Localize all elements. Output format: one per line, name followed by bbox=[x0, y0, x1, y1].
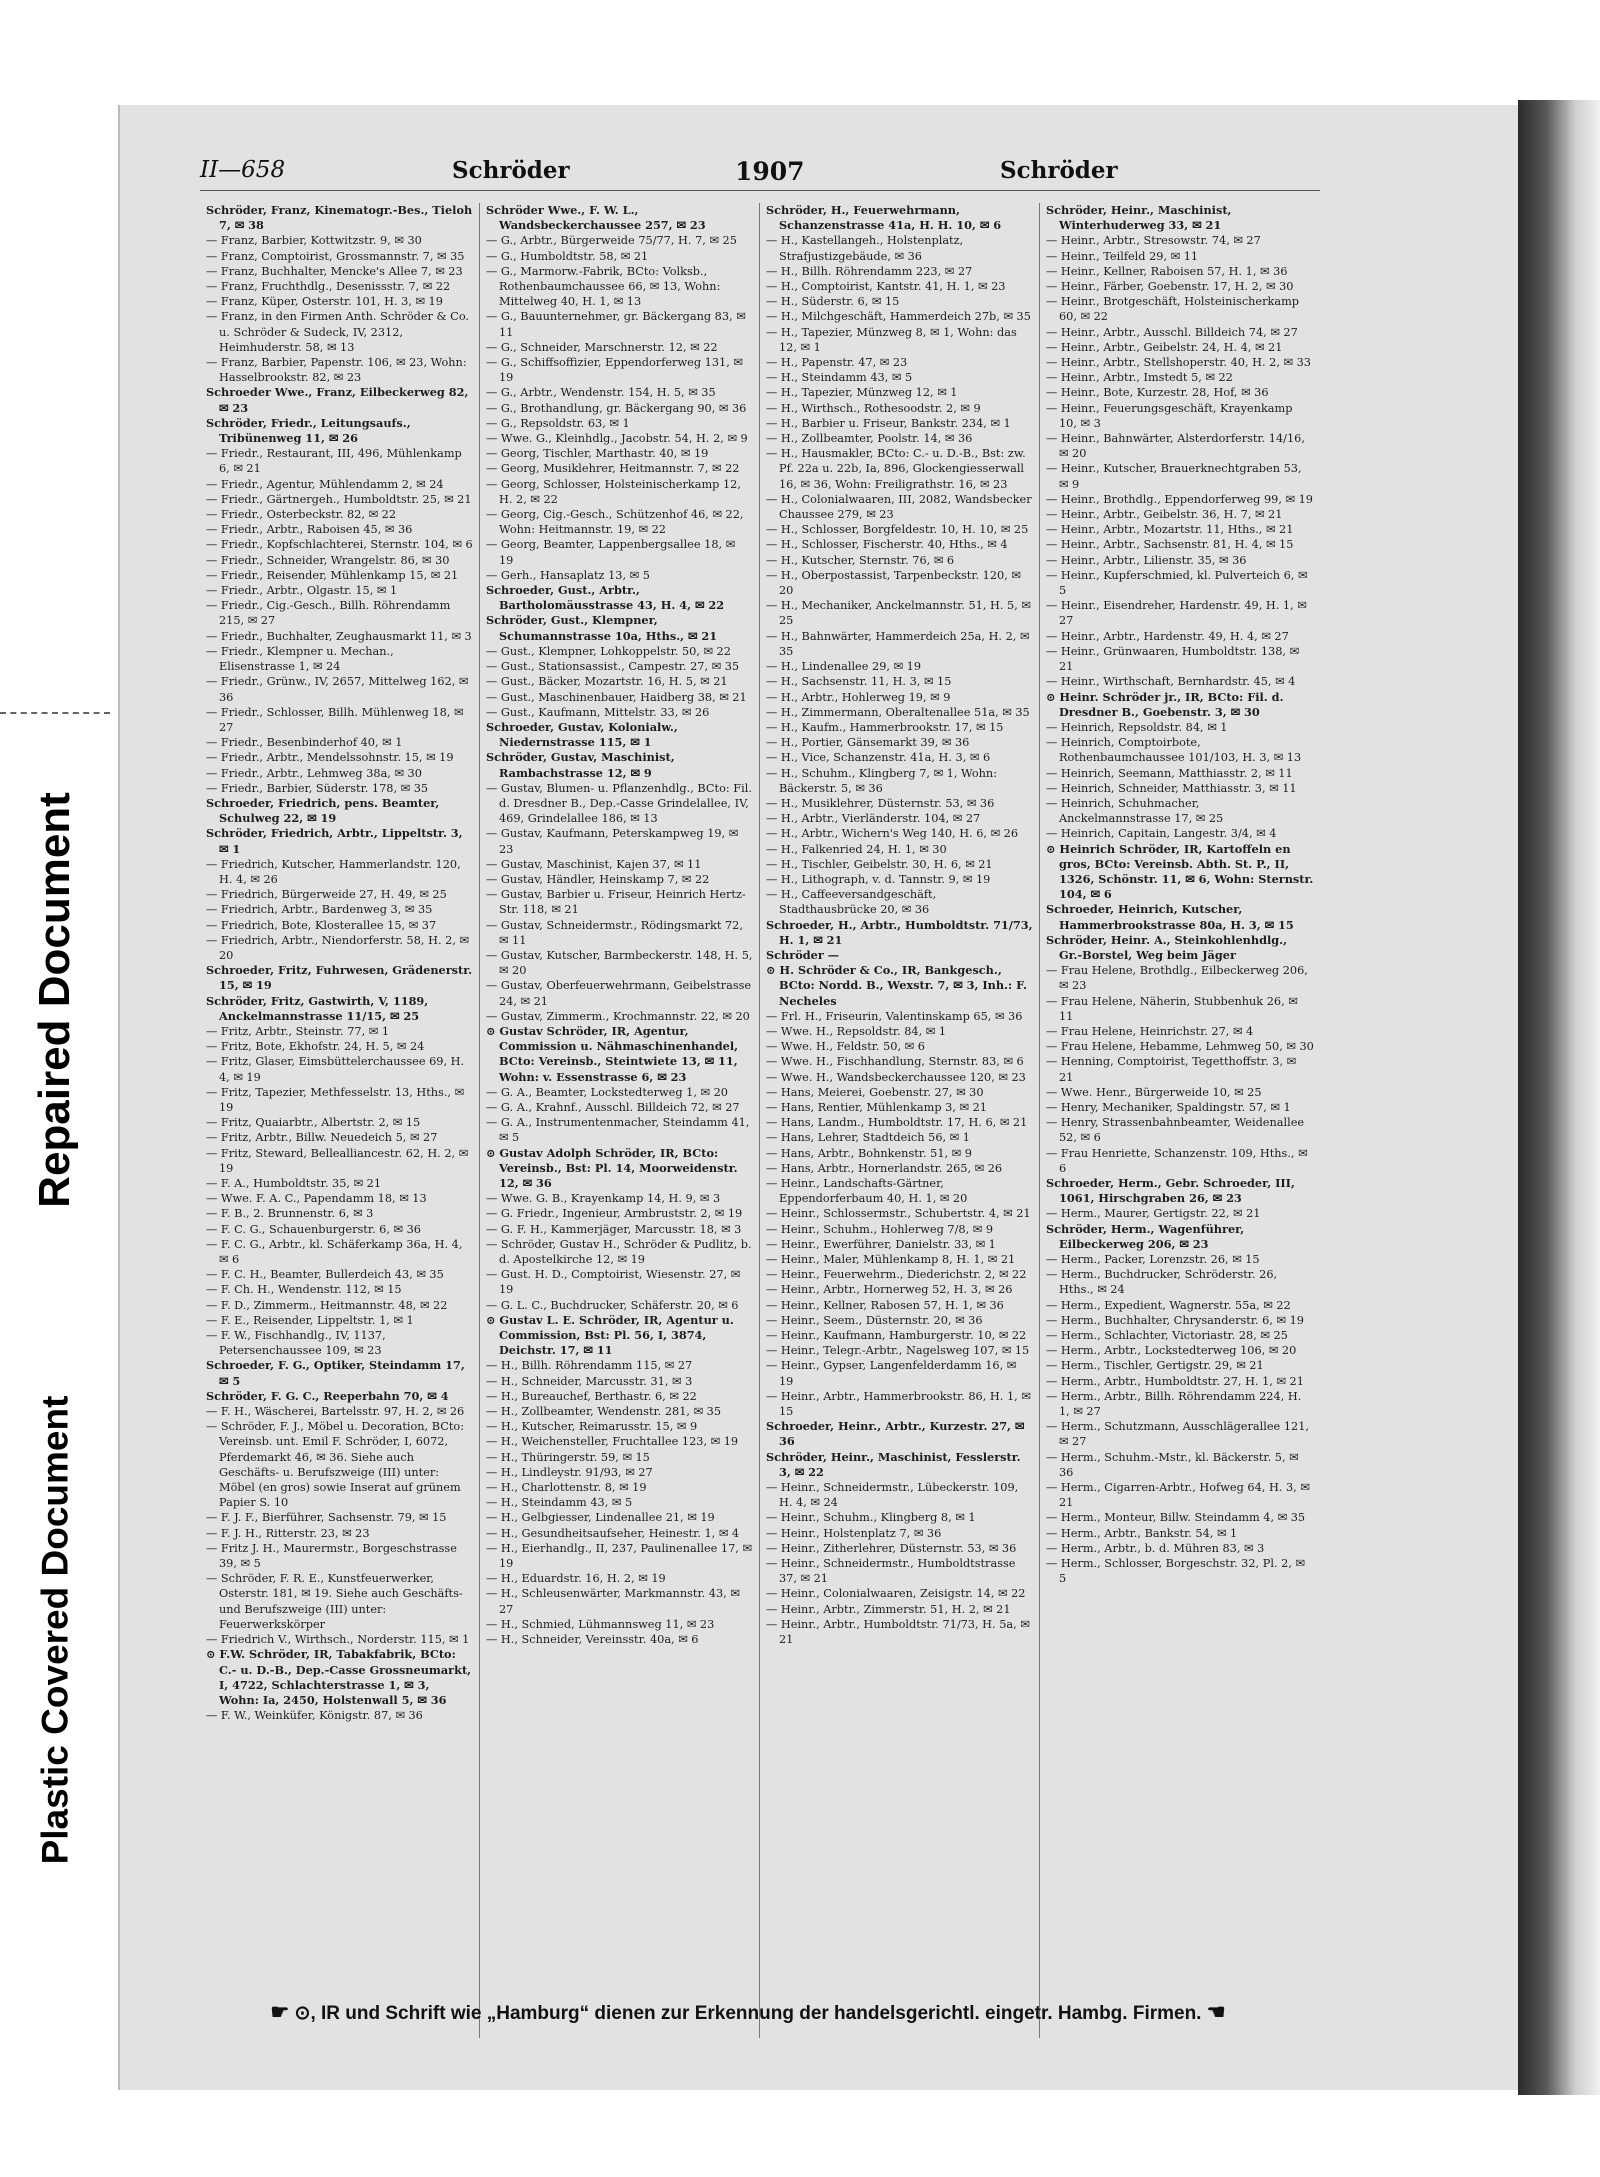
directory-entry: — H., Schlosser, Fischerstr. 40, Hths., ✉ 4 bbox=[766, 538, 1008, 552]
directory-entry: — H., Falkenried 24, H. 1, ✉ 30 bbox=[766, 842, 947, 856]
directory-entry: — Gustav, Schneidermstr., Rödingsmarkt 72, ✉ 11 bbox=[486, 918, 743, 947]
directory-entry: — H., Arbtr., Wichern's Weg 140, H. 6, ✉ 26 bbox=[766, 827, 1019, 841]
directory-entry: — G., Arbtr., Bürgerweide 75/77, H. 7, ✉ 25 bbox=[486, 234, 737, 248]
directory-entry: — Wwe. Henr., Bürgerweide 10, ✉ 25 bbox=[1046, 1085, 1262, 1099]
directory-entry: — Fritz, Quaiarbtr., Albertstr. 2, ✉ 15 bbox=[206, 1116, 421, 1130]
directory-entry: — H., Milchgeschäft, Hammerdeich 27b, ✉ 35 bbox=[766, 310, 1031, 324]
directory-entry: — H., Zollbeamter, Wendenstr. 281, ✉ 35 bbox=[486, 1405, 722, 1419]
directory-entry: — H., Colonialwaaren, III, 2082, Wandsbecker Chaussee 279, ✉ 23 bbox=[766, 492, 1032, 522]
directory-entry: Schröder Wwe., F. W. L., Wandsbeckerchaussee 257, ✉ 23 bbox=[486, 203, 706, 233]
directory-entry: — Heinr., Schlossermstr., Schubertstr. 4, ✉ 21 bbox=[766, 1207, 1031, 1221]
directory-entry: — H., Sachsenstr. 11, H. 3, ✉ 15 bbox=[766, 675, 952, 689]
directory-entry: — Frau Helene, Näherin, Stubbenhuk 26, ✉ 11 bbox=[1046, 994, 1298, 1023]
directory-entry: — Friedr., Gärtnergeh., Humboldtstr. 25, ✉ 21 bbox=[206, 492, 472, 506]
directory-entry: Schroeder, Gustav, Kolonialw., Niedernstrasse 115, ✉ 1 bbox=[486, 719, 678, 750]
directory-entry: — H., Papenstr. 47, ✉ 23 bbox=[766, 356, 908, 370]
directory-entry: — H., Süderstr. 6, ✉ 15 bbox=[766, 295, 900, 309]
directory-entry: Schröder, Franz, Kinematogr.-Bes., Tieloh 7, ✉ 38 bbox=[206, 203, 473, 233]
directory-entry: — Henry, Strassenbahnbeamter, Weidenallee 52, ✉ 6 bbox=[1046, 1116, 1305, 1145]
directory-entry: — Fritz, Glaser, Eimsbüttelerchaussee 69, H. 4, ✉ 19 bbox=[206, 1055, 465, 1084]
directory-entry: — G., Schiffsoffizier, Eppendorferweg 131, ✉ 19 bbox=[486, 356, 743, 385]
directory-entry: — Heinr., Feuerwehrm., Diederichstr. 2, ✉ 22 bbox=[766, 1268, 1027, 1282]
directory-entry: Schröder, Heinr., Maschinist, Fesslerstr. 3, ✉ 22 bbox=[766, 1449, 1021, 1479]
directory-entry: — Heinr., Seem., Düsternstr. 20, ✉ 36 bbox=[766, 1313, 983, 1327]
directory-entry: — Heinr., Arbtr., Sachsenstr. 81, H. 4, ✉ 15 bbox=[1046, 538, 1294, 552]
directory-entry: — Herm., Arbtr., Billh. Röhrendamm 224, H. 1, ✉ 27 bbox=[1046, 1389, 1302, 1419]
directory-entry: — Herm., Buchhalter, Chrysanderstr. 6, ✉ 19 bbox=[1046, 1313, 1304, 1327]
directory-entry: — G., Marmorw.-Fabrik, BCto: Volksb., Rothenbaumchaussee 66, ✉ 13, Wohn: Mittelweg 40, H. 1, ✉ 13 bbox=[486, 264, 721, 309]
directory-entry: ⊙ H. Schröder & Co., IR, Bankgesch., BCto: Nordd. B., Wexstr. 7, ✉ 3, Inh.: F. Necheles bbox=[766, 963, 1027, 1008]
directory-entry: — Wwe. H., Wandsbeckerchaussee 120, ✉ 23 bbox=[766, 1070, 1026, 1084]
directory-entry: — H., Tischler, Geibelstr. 30, H. 6, ✉ 21 bbox=[766, 857, 993, 871]
directory-entry: — Wwe. G., Kleinhdlg., Jacobstr. 54, H. 2, ✉ 9 bbox=[486, 432, 748, 446]
directory-entry: Schröder — bbox=[766, 947, 840, 962]
directory-entry: — Henning, Comptoirist, Tegetthoffstr. 3, ✉ 21 bbox=[1046, 1055, 1297, 1084]
directory-entry: — Heinr., Ewerführer, Danielstr. 33, ✉ 1 bbox=[766, 1237, 996, 1251]
directory-entry: — Schröder, F. J., Möbel u. Decoration, BCto: Vereinsb. unt. Emil F. Schröder, I, 6072, Pferdemarkt 46, ✉ 36. Siehe auch Geschäfts- u. Berufszweige (III) unter: Möbel (en gros) sowie Inserat auf grünem Papier S. 10 bbox=[206, 1420, 465, 1510]
directory-entry: — H., Comptoirist, Kantstr. 41, H. 1, ✉ 23 bbox=[766, 280, 1006, 294]
directory-entry: — Heinr., Eisendreher, Hardenstr. 49, H. 1, ✉ 27 bbox=[1046, 599, 1307, 628]
directory-entry: — Hans, Landm., Humboldtstr. 17, H. 6, ✉ 21 bbox=[766, 1116, 1028, 1130]
directory-entry: — H., Steindamm 43, ✉ 5 bbox=[486, 1496, 633, 1510]
directory-entry: — Georg, Musiklehrer, Heitmannstr. 7, ✉ 22 bbox=[486, 462, 740, 476]
directory-entry: — Frl. H., Friseurin, Valentinskamp 65, ✉ 36 bbox=[766, 1009, 1023, 1023]
directory-entry: — H., Oberpostassist, Tarpenbeckstr. 120, ✉ 20 bbox=[766, 568, 1021, 598]
directory-entry: — Friedr., Besenbinderhof 40, ✉ 1 bbox=[206, 736, 403, 750]
directory-entry: — G. F. H., Kammerjäger, Marcusstr. 18, ✉ 3 bbox=[486, 1222, 742, 1236]
directory-entry: ⊙ Gustav Adolph Schröder, IR, BCto: Vereinsb., Bst: Pl. 14, Moorweidenstr. 12, ✉ 36 bbox=[486, 1145, 738, 1190]
directory-entry: — Georg, Beamter, Lappenbergsallee 18, ✉ 19 bbox=[486, 538, 736, 567]
directory-entry: — H., Gelbgiesser, Lindenallee 21, ✉ 19 bbox=[486, 1511, 715, 1525]
directory-entry: — Georg, Schlosser, Holsteinischerkamp 12, H. 2, ✉ 22 bbox=[486, 477, 741, 506]
directory-entry: — Friedr., Arbtr., Raboisen 45, ✉ 36 bbox=[206, 523, 413, 537]
directory-entry: — Heinr., Kutscher, Brauerknechtgraben 53, ✉ 9 bbox=[1046, 462, 1302, 491]
directory-entry: — H., Thüringerstr. 59, ✉ 15 bbox=[486, 1450, 650, 1464]
directory-entry: — Gerh., Hansaplatz 13, ✉ 5 bbox=[486, 568, 650, 582]
directory-entry: — Friedr., Schneider, Wrangelstr. 86, ✉ 30 bbox=[206, 553, 450, 567]
directory-entry: — Gust., Kaufmann, Mittelstr. 33, ✉ 26 bbox=[486, 705, 710, 719]
plastic-covered-label: Plastic Covered Document bbox=[34, 1395, 75, 1865]
directory-entry: — F. H., Wäscherei, Bartelsstr. 97, H. 2, ✉ 26 bbox=[206, 1405, 465, 1419]
directory-entry: — Fritz, Steward, Bellealliancestr. 62, H. 2, ✉ 19 bbox=[206, 1146, 469, 1175]
directory-entry: — Friedr., Osterbeckstr. 82, ✉ 22 bbox=[206, 508, 397, 522]
column-4 bbox=[1040, 203, 1320, 2038]
directory-entry: — Herm., Buchdrucker, Schröderstr. 26, Hths., ✉ 24 bbox=[1046, 1268, 1278, 1297]
directory-entry: — H., Kutscher, Sternstr. 76, ✉ 6 bbox=[766, 553, 955, 567]
directory-entry: ⊙ Heinr. Schröder jr., IR, BCto: Fil. d. Dresdner B., Goebenstr. 3, ✉ 30 bbox=[1046, 689, 1284, 719]
directory-entry: — Heinrich, Capitain, Langestr. 3/4, ✉ 4 bbox=[1046, 827, 1277, 841]
directory-entry: — F. J. F., Bierführer, Sachsenstr. 79, ✉ 15 bbox=[206, 1511, 447, 1525]
directory-entry: — Gustav, Barbier u. Friseur, Heinrich Hertz-Str. 118, ✉ 21 bbox=[486, 888, 746, 917]
directory-entry: — Fritz, Tapezier, Methfesselstr. 13, Hths., ✉ 19 bbox=[206, 1085, 465, 1114]
directory-entry: — G., Brothandlung, gr. Bäckergang 90, ✉ 36 bbox=[486, 401, 747, 415]
directory-entry: — Friedr., Barbier, Süderstr. 178, ✉ 35 bbox=[206, 781, 429, 795]
directory-entry: — Hans, Rentier, Mühlenkamp 3, ✉ 21 bbox=[766, 1100, 987, 1114]
directory-entry: — Heinr., Schneidermstr., Lübeckerstr. 109, H. 4, ✉ 24 bbox=[766, 1481, 1019, 1510]
directory-entry: — F. B., 2. Brunnenstr. 6, ✉ 3 bbox=[206, 1207, 374, 1221]
directory-entry: Schroeder, Heinrich, Kutscher, Hammerbrookstrasse 80a, H. 3, ✉ 15 bbox=[1046, 902, 1294, 932]
directory-entry: Schroeder, Gust., Arbtr., Bartholomäusstrasse 43, H. 4, ✉ 22 bbox=[486, 583, 725, 613]
directory-entry: — H., Kutscher, Reimarusstr. 15, ✉ 9 bbox=[486, 1420, 698, 1434]
directory-entry: — Schröder, Gustav H., Schröder & Pudlitz, b. d. Apostelkirche 12, ✉ 19 bbox=[486, 1237, 752, 1267]
directory-entry: — H., Steindamm 43, ✉ 5 bbox=[766, 371, 913, 385]
directory-entry: — H., Zollbeamter, Poolstr. 14, ✉ 36 bbox=[766, 432, 973, 446]
directory-entry: — Heinrich, Schuhmacher, Anckelmannstrasse 17, ✉ 25 bbox=[1046, 796, 1224, 826]
directory-entry: — Hans, Meierei, Goebenstr. 27, ✉ 30 bbox=[766, 1085, 984, 1099]
directory-entry: — H., Billh. Röhrendamm 115, ✉ 27 bbox=[486, 1359, 693, 1373]
directory-entry: — H., Barbier u. Friseur, Bankstr. 234, ✉ 1 bbox=[766, 416, 1011, 430]
directory-entry: Schröder, Gust., Klempner, Schumannstrasse 10a, Hths., ✉ 21 bbox=[486, 613, 718, 643]
directory-entry: — F. W., Fischhandlg., IV, 1137, Petersenchaussee 109, ✉ 23 bbox=[206, 1329, 386, 1358]
directory-entry: — Heinr., Schneidermstr., Humboldtstrasse 37, ✉ 21 bbox=[766, 1557, 1016, 1586]
directory-entry: — H., Musiklehrer, Düsternstr. 53, ✉ 36 bbox=[766, 796, 995, 810]
directory-entry: — H., Caffeeversandgeschäft, Stadthausbrücke 20, ✉ 36 bbox=[766, 888, 937, 917]
label-divider bbox=[0, 712, 110, 714]
directory-entry: — F. C. G., Schauenburgerstr. 6, ✉ 36 bbox=[206, 1222, 421, 1236]
directory-entry: — Heinr., Colonialwaaren, Zeisigstr. 14, ✉ 22 bbox=[766, 1587, 1026, 1601]
directory-entry: — Heinrich, Schneider, Matthiasstr. 3, ✉ 11 bbox=[1046, 781, 1297, 795]
directory-entry: — Heinr., Arbtr., Geibelstr. 36, H. 7, ✉ 21 bbox=[1046, 508, 1283, 522]
directory-entry: — H., Bureauchef, Berthastr. 6, ✉ 22 bbox=[486, 1389, 697, 1403]
directory-entry: — Herm., Arbtr., b. d. Mühren 83, ✉ 3 bbox=[1046, 1541, 1265, 1555]
directory-entry: — Heinr., Arbtr., Zimmerstr. 51, H. 2, ✉ 21 bbox=[766, 1602, 1011, 1616]
directory-entry: — F. D., Zimmerm., Heitmannstr. 48, ✉ 22 bbox=[206, 1298, 448, 1312]
directory-entry: — Hans, Arbtr., Bohnkenstr. 51, ✉ 9 bbox=[766, 1146, 972, 1160]
directory-entry: ⊙ Gustav Schröder, IR, Agentur, Commission u. Nähmaschinenhandel, BCto: Vereinsb., Steintwiete 13, ✉ 11, Wohn: v. Essenstrasse 6, ✉ 23 bbox=[486, 1023, 739, 1084]
column-1 bbox=[200, 203, 480, 2038]
directory-entry: — Gust., Stationsassist., Campestr. 27, ✉ 35 bbox=[486, 660, 740, 674]
directory-entry: Schröder, Friedrich, Arbtr., Lippeltstr. 3, ✉ 1 bbox=[206, 826, 463, 856]
directory-entry: — Herm., Schlosser, Borgeschstr. 32, Pl. 2, ✉ 5 bbox=[1046, 1557, 1305, 1586]
directory-entry: — Wwe. F. A. C., Papendamm 18, ✉ 13 bbox=[206, 1192, 427, 1206]
directory-entry: — Herm., Schuhm.-Mstr., kl. Bäckerstr. 5, ✉ 36 bbox=[1046, 1450, 1299, 1479]
directory-entry: — H., Eierhandlg., II, 237, Paulinenallee 17, ✉ 19 bbox=[486, 1541, 752, 1571]
directory-entry: — Heinr., Arbtr., Ausschl. Billdeich 74, ✉ 27 bbox=[1046, 325, 1298, 339]
directory-entry: — H., Weichensteller, Fruchtallee 123, ✉ 19 bbox=[486, 1435, 739, 1449]
directory-entry: — Henry, Mechaniker, Spaldingstr. 57, ✉ 1 bbox=[1046, 1100, 1291, 1114]
directory-entry: — Frau Henriette, Schanzenstr. 109, Hths., ✉ 6 bbox=[1046, 1146, 1308, 1175]
directory-entry: Schröder, Heinr. A., Steinkohlenhdlg., Gr.-Borstel, Weg beim Jäger bbox=[1046, 932, 1288, 962]
directory-entry: — Friedrich, Arbtr., Bardenweg 3, ✉ 35 bbox=[206, 903, 433, 917]
directory-entry: — Gustav, Kutscher, Barmbeckerstr. 148, H. 5, ✉ 20 bbox=[486, 948, 753, 978]
directory-entry: — Friedrich, Bürgerweide 27, H. 49, ✉ 25 bbox=[206, 888, 447, 902]
directory-entry: — Schröder, F. R. E., Kunstfeuerwerker, Osterstr. 181, ✉ 19. Siehe auch Geschäfts- und Berufszweige (III) unter: Feuerwerkskörper bbox=[206, 1572, 463, 1631]
directory-entry: — G., Schneider, Marschnerstr. 12, ✉ 22 bbox=[486, 340, 718, 354]
directory-entry: — H., Kastellangeh., Holstenplatz, Strafjustizgebäude, ✉ 36 bbox=[766, 234, 964, 263]
directory-entry: — F. C. H., Beamter, Bullerdeich 43, ✉ 35 bbox=[206, 1268, 444, 1282]
repaired-document-label: Repaired Document bbox=[30, 792, 80, 1208]
directory-entry: — G., Bauunternehmer, gr. Bäckergang 83, ✉ 11 bbox=[486, 310, 746, 339]
directory-entry: — H., Vice, Schanzenstr. 41a, H. 3, ✉ 6 bbox=[766, 751, 991, 765]
entry-columns bbox=[200, 203, 1320, 2038]
directory-entry: — F. A., Humboldtstr. 35, ✉ 21 bbox=[206, 1177, 382, 1190]
directory-entry: — Heinr., Telegr.-Arbtr., Nagelsweg 107, ✉ 15 bbox=[766, 1344, 1030, 1358]
directory-entry: — Heinr., Kupferschmied, kl. Pulverteich 6, ✉ 5 bbox=[1046, 568, 1308, 598]
directory-entry: — H., Billh. Röhrendamm 223, ✉ 27 bbox=[766, 264, 973, 278]
directory-entry: Schröder, Fritz, Gastwirth, V, 1189, Anckelmannstrasse 11/15, ✉ 25 bbox=[206, 993, 429, 1023]
directory-entry: Schröder, Heinr., Maschinist, Winterhuderweg 33, ✉ 21 bbox=[1046, 203, 1232, 233]
directory-entry: — Heinr., Färber, Goebenstr. 17, H. 2, ✉ 30 bbox=[1046, 280, 1294, 294]
directory-entry: — Gustav, Blumen- u. Pflanzenhdlg., BCto: Fil. d. Dresdner B., Dep.-Casse Grindelallee, IV, 469, Grindelallee 186, ✉ 13 bbox=[486, 781, 752, 826]
directory-entry: — G. Friedr., Ingenieur, Armbruststr. 2, ✉ 19 bbox=[486, 1207, 743, 1221]
directory-entry: — Herm., Schlachter, Victoriastr. 28, ✉ 25 bbox=[1046, 1329, 1288, 1343]
running-head-right: Schröder bbox=[1000, 157, 1118, 184]
directory-entry: — Heinr., Kellner, Rabosen 57, H. 1, ✉ 36 bbox=[766, 1298, 1004, 1312]
directory-entry: Schroeder, Heinr., Arbtr., Kurzestr. 27, ✉ 36 bbox=[766, 1419, 1025, 1449]
directory-entry: Schroeder, F. G., Optiker, Steindamm 17, ✉ 5 bbox=[206, 1358, 465, 1388]
directory-entry: — Georg, Cig.-Gesch., Schützenhof 46, ✉ 22, Wohn: Heitmannstr. 19, ✉ 22 bbox=[486, 508, 744, 537]
directory-entry: — Herm., Monteur, Billw. Steindamm 4, ✉ 35 bbox=[1046, 1511, 1306, 1525]
directory-entry: — Friedr., Arbtr., Lehmweg 38a, ✉ 30 bbox=[206, 766, 422, 780]
directory-entry: — Heinr., Wirthschaft, Bernhardstr. 45, ✉ 4 bbox=[1046, 675, 1296, 689]
running-head-left: Schröder bbox=[452, 157, 570, 184]
directory-entry: — Fritz, Bote, Ekhofstr. 24, H. 5, ✉ 24 bbox=[206, 1040, 425, 1054]
directory-entry: — Heinr., Arbtr., Stellshoperstr. 40, H. 2, ✉ 33 bbox=[1046, 356, 1311, 370]
directory-entry: — Gust., Maschinenbauer, Haidberg 38, ✉ 21 bbox=[486, 690, 747, 704]
directory-entry: — H., Gesundheitsaufseher, Heinestr. 1, ✉ 4 bbox=[486, 1526, 740, 1540]
directory-entry: — Heinr., Kaufmann, Hamburgerstr. 10, ✉ 22 bbox=[766, 1329, 1027, 1343]
directory-entry: — Heinr., Arbtr., Humboldtstr. 71/73, H. 5a, ✉ 21 bbox=[766, 1617, 1030, 1647]
directory-entry: — G. A., Instrumentenmacher, Steindamm 41, ✉ 5 bbox=[486, 1116, 750, 1145]
directory-entry: — Heinr., Arbtr., Stresowstr. 74, ✉ 27 bbox=[1046, 234, 1261, 248]
directory-entry: — Herm., Arbtr., Bankstr. 54, ✉ 1 bbox=[1046, 1526, 1238, 1540]
directory-entry: — Franz, Barbier, Papenstr. 106, ✉ 23, Wohn: Hasselbrookstr. 82, ✉ 23 bbox=[206, 356, 467, 385]
directory-entry: — F. C. G., Arbtr., kl. Schäferkamp 36a, H. 4, ✉ 6 bbox=[206, 1237, 463, 1267]
directory-entry: — Wwe. H., Fischhandlung, Sternstr. 83, ✉ 6 bbox=[766, 1055, 1024, 1069]
directory-entry: — Heinr., Brotgeschäft, Holsteinischerkamp 60, ✉ 22 bbox=[1046, 295, 1300, 324]
directory-entry: — Hans, Arbtr., Hornerlandstr. 265, ✉ 26 bbox=[766, 1161, 1003, 1175]
directory-entry: — H., Arbtr., Hohlerweg 19, ✉ 9 bbox=[766, 690, 951, 704]
directory-entry: — Heinr., Bahnwärter, Alsterdorferstr. 14/16, ✉ 20 bbox=[1046, 432, 1305, 461]
directory-entry: — Friedr., Buchhalter, Zeughausmarkt 11, ✉ 3 bbox=[206, 629, 472, 643]
directory-entry: — F. J. H., Ritterstr. 23, ✉ 23 bbox=[206, 1526, 370, 1540]
directory-page bbox=[118, 105, 1518, 2090]
directory-entry: — Herm., Expedient, Wagnerstr. 55a, ✉ 22 bbox=[1046, 1298, 1291, 1312]
directory-entry: — Heinr., Feuerungsgeschäft, Krayenkamp 10, ✉ 3 bbox=[1046, 401, 1293, 430]
directory-entry: — Heinr., Arbtr., Hardenstr. 49, H. 4, ✉ 27 bbox=[1046, 629, 1289, 643]
directory-entry: Schröder, Friedr., Leitungsaufs., Tribünenweg 11, ✉ 26 bbox=[206, 415, 411, 446]
directory-entry: — Friedrich V., Wirthsch., Norderstr. 115, ✉ 1 bbox=[206, 1633, 470, 1647]
directory-entry: — Friedr., Arbtr., Mendelssohnstr. 15, ✉ 19 bbox=[206, 751, 454, 765]
directory-entry: — Franz, Küper, Osterstr. 101, H. 3, ✉ 19 bbox=[206, 295, 443, 309]
directory-entry: — F. Ch. H., Wendenstr. 112, ✉ 15 bbox=[206, 1283, 402, 1297]
pointing-hand-left-icon: ☛ bbox=[270, 2001, 290, 2024]
directory-entry: Schröder, F. G. C., Reeperbahn 70, ✉ 4 bbox=[206, 1388, 449, 1403]
directory-entry: — Heinrich, Seemann, Matthiasstr. 2, ✉ 11 bbox=[1046, 766, 1293, 780]
directory-entry: — Herm., Maurer, Gertigstr. 22, ✉ 21 bbox=[1046, 1207, 1261, 1221]
directory-entry: — Hans, Lehrer, Stadtdeich 56, ✉ 1 bbox=[766, 1131, 970, 1145]
directory-entry: — Gust., Bäcker, Mozartstr. 16, H. 5, ✉ 21 bbox=[486, 675, 728, 689]
directory-entry: — Franz, Fruchthdlg., Desenissstr. 7, ✉ 22 bbox=[206, 280, 451, 294]
directory-entry: — Heinr., Arbtr., Lilienstr. 35, ✉ 36 bbox=[1046, 553, 1247, 567]
directory-entry: — H., Schneider, Marcusstr. 31, ✉ 3 bbox=[486, 1374, 693, 1388]
directory-entry: — Gustav, Zimmerm., Krochmannstr. 22, ✉ 20 bbox=[486, 1009, 750, 1023]
directory-entry: — H., Arbtr., Vierländerstr. 104, ✉ 27 bbox=[766, 812, 981, 826]
directory-entry: Schröder, Gustav, Maschinist, Rambachstrasse 12, ✉ 9 bbox=[486, 750, 675, 780]
directory-entry: ⊙ Gustav L. E. Schröder, IR, Agentur u. Commission, Bst: Pl. 56, I, 3874, Deichstr. 17, ✉ 11 bbox=[486, 1312, 734, 1358]
page-footer bbox=[238, 2000, 1258, 2025]
directory-entry: — Friedrich, Arbtr., Niendorferstr. 58, H. 2, ✉ 20 bbox=[206, 933, 469, 962]
directory-entry: — Gustav, Kaufmann, Peterskampweg 19, ✉ 23 bbox=[486, 827, 739, 856]
directory-entry: — Frau Helene, Brothdlg., Eilbeckerweg 206, ✉ 23 bbox=[1046, 964, 1308, 993]
directory-entry: — Fritz, Arbtr., Steinstr. 77, ✉ 1 bbox=[206, 1024, 390, 1038]
directory-entry: — Herm., Arbtr., Lockstedterweg 106, ✉ 20 bbox=[1046, 1344, 1297, 1358]
page-header bbox=[200, 155, 1320, 191]
directory-entry: — H., Zimmermann, Oberaltenallee 51a, ✉ 35 bbox=[766, 705, 1030, 719]
directory-entry: — Heinr., Holstenplatz 7, ✉ 36 bbox=[766, 1526, 942, 1540]
directory-entry: — G., Humboldtstr. 58, ✉ 21 bbox=[486, 249, 649, 263]
directory-entry: — Gust., Klempner, Lohkoppelstr. 50, ✉ 22 bbox=[486, 644, 731, 658]
directory-entry: — Franz, Buchhalter, Mencke's Allee 7, ✉ 23 bbox=[206, 264, 463, 278]
directory-entry: — Wwe. G. B., Krayenkamp 14, H. 9, ✉ 3 bbox=[486, 1192, 721, 1206]
directory-entry: — Herm., Schutzmann, Ausschlägerallee 121, ✉ 27 bbox=[1046, 1420, 1309, 1449]
directory-entry: — Heinr., Zitherlehrer, Düsternstr. 53, ✉ 36 bbox=[766, 1541, 1017, 1555]
directory-entry: — Herm., Packer, Lorenzstr. 26, ✉ 15 bbox=[1046, 1253, 1260, 1267]
directory-entry: — Friedr., Restaurant, III, 496, Mühlenkamp 6, ✉ 21 bbox=[206, 447, 462, 476]
directory-entry: — Friedrich, Bote, Klosterallee 15, ✉ 37 bbox=[206, 918, 437, 932]
directory-entry: — Heinr., Arbtr., Imstedt 5, ✉ 22 bbox=[1046, 371, 1233, 385]
directory-entry: — Heinr., Schuhm., Hohlerweg 7/8, ✉ 9 bbox=[766, 1222, 994, 1236]
directory-entry: — Heinr., Maler, Mühlenkamp 8, H. 1, ✉ 21 bbox=[766, 1253, 1016, 1267]
directory-entry: — H., Lindenallee 29, ✉ 19 bbox=[766, 660, 922, 674]
directory-entry: — Frau Helene, Heinrichstr. 27, ✉ 4 bbox=[1046, 1024, 1254, 1038]
directory-entry: — Herm., Tischler, Gertigstr. 29, ✉ 21 bbox=[1046, 1359, 1264, 1373]
directory-entry: — Friedr., Grünw., IV, 2657, Mittelweg 162, ✉ 36 bbox=[206, 675, 469, 704]
directory-entry: — Herm., Arbtr., Humboldtstr. 27, H. 1, ✉ 21 bbox=[1046, 1374, 1304, 1388]
directory-entry: — H., Schleusenwärter, Markmannstr. 43, ✉ 27 bbox=[486, 1587, 740, 1616]
directory-entry: — Gustav, Händler, Heinskamp 7, ✉ 22 bbox=[486, 872, 710, 886]
pointing-hand-right-icon: ☚ bbox=[1206, 2001, 1226, 2024]
directory-entry: — H., Lithograph, v. d. Tannstr. 9, ✉ 19 bbox=[766, 872, 991, 886]
column-3 bbox=[760, 203, 1040, 2038]
directory-entry: — F. W., Weinküfer, Königstr. 87, ✉ 36 bbox=[206, 1709, 423, 1723]
directory-entry: — H., Schlosser, Borgfeldestr. 10, H. 10, ✉ 25 bbox=[766, 523, 1029, 537]
book-page-edge bbox=[1518, 100, 1600, 2095]
directory-entry: — Friedr., Schlosser, Billh. Mühlenweg 18, ✉ 27 bbox=[206, 705, 464, 734]
directory-entry: — Heinr., Teilfeld 29, ✉ 11 bbox=[1046, 249, 1199, 263]
directory-entry: — Heinr., Arbtr., Hammerbrookstr. 86, H. 1, ✉ 15 bbox=[766, 1389, 1031, 1419]
directory-entry: — Heinr., Schuhm., Klingberg 8, ✉ 1 bbox=[766, 1511, 976, 1525]
directory-entry: — Friedrich, Kutscher, Hammerlandstr. 120, H. 4, ✉ 26 bbox=[206, 857, 461, 886]
directory-entry: — Friedr., Cig.-Gesch., Billh. Röhrendamm 215, ✉ 27 bbox=[206, 599, 451, 628]
footer-note: ⊙, IR und Schrift wie „Hamburg“ dienen zur Erkennung der handelsgerichtl. eingetr. Hambg. Firmen. bbox=[294, 2003, 1202, 2024]
directory-entry: ⊙ F.W. Schröder, IR, Tabakfabrik, BCto: C.- u. D.-B., Dep.-Casse Grossneumarkt, I, 4722, Schlachterstrasse 1, ✉ 3, Wohn: Ia, 2450, Holstenwall 5, ✉ 36 bbox=[206, 1647, 472, 1707]
directory-entry: — H., Wirthsch., Rothesoodstr. 2, ✉ 9 bbox=[766, 401, 981, 415]
directory-entry: — Heinr., Brothdlg., Eppendorferweg 99, ✉ 19 bbox=[1046, 492, 1313, 506]
directory-entry: — H., Schmied, Lühmannsweg 11, ✉ 23 bbox=[486, 1617, 715, 1631]
directory-entry: — Gustav, Oberfeuerwehrmann, Geibelstrasse 24, ✉ 21 bbox=[486, 979, 752, 1008]
directory-entry: — H., Portier, Gänsemarkt 39, ✉ 36 bbox=[766, 736, 970, 750]
directory-entry: — H., Tapezier, Münzweg 8, ✉ 1, Wohn: das 12, ✉ 1 bbox=[766, 325, 1017, 354]
directory-entry: — Georg, Tischler, Marthastr. 40, ✉ 19 bbox=[486, 447, 709, 461]
directory-entry: — Heinrich, Comptoirbote, Rothenbaumchaussee 101/103, H. 3, ✉ 13 bbox=[1046, 736, 1302, 765]
directory-entry: — H., Mechaniker, Anckelmannstr. 51, H. 5, ✉ 25 bbox=[766, 599, 1031, 628]
directory-entry: — Friedr., Reisender, Mühlenkamp 15, ✉ 21 bbox=[206, 568, 459, 582]
directory-entry: — G., Repsoldstr. 63, ✉ 1 bbox=[486, 416, 630, 430]
directory-entry: — Herm., Cigarren-Arbtr., Hofweg 64, H. 3, ✉ 21 bbox=[1046, 1481, 1310, 1510]
directory-entry: — Heinr., Grünwaaren, Humboldtstr. 138, ✉ 21 bbox=[1046, 644, 1300, 674]
directory-entry: — G. L. C., Buchdrucker, Schäferstr. 20, ✉ 6 bbox=[486, 1298, 739, 1312]
directory-entry: — Heinr., Gypser, Langenfelderdamm 16, ✉ 19 bbox=[766, 1359, 1017, 1388]
directory-entry: — Heinr., Arbtr., Hornerweg 52, H. 3, ✉ 26 bbox=[766, 1283, 1013, 1297]
directory-entry: — H., Schneider, Vereinsstr. 40a, ✉ 6 bbox=[486, 1633, 699, 1647]
directory-entry: — Wwe. H., Feldstr. 50, ✉ 6 bbox=[766, 1040, 925, 1054]
directory-entry: — Heinr., Bote, Kurzestr. 28, Hof, ✉ 36 bbox=[1046, 386, 1269, 400]
directory-entry: — H., Bahnwärter, Hammerdeich 25a, H. 2, ✉ 35 bbox=[766, 629, 1030, 658]
directory-entry: — Friedr., Klempner u. Mechan., Elisenstrasse 1, ✉ 24 bbox=[206, 644, 394, 674]
running-head-year: 1907 bbox=[735, 157, 805, 186]
directory-entry: — Franz, Barbier, Kottwitzstr. 9, ✉ 30 bbox=[206, 234, 422, 248]
directory-entry: — H., Schuhm., Klingberg 7, ✉ 1, Wohn: Bäckerstr. 5, ✉ 36 bbox=[766, 766, 998, 795]
directory-entry: — Gust. H. D., Comptoirist, Wiesenstr. 27, ✉ 19 bbox=[486, 1268, 741, 1297]
directory-entry: Schroeder, Friedrich, pens. Beamter, Schulweg 22, ✉ 19 bbox=[206, 795, 440, 826]
directory-entry: — Heinr., Kellner, Raboisen 57, H. 1, ✉ 36 bbox=[1046, 264, 1288, 278]
directory-entry: — G., Arbtr., Wendenstr. 154, H. 5, ✉ 35 bbox=[486, 386, 716, 400]
directory-entry: — Friedr., Agentur, Mühlendamm 2, ✉ 24 bbox=[206, 477, 444, 491]
directory-entry: — Fritz J. H., Maurermstr., Borgeschstrasse 39, ✉ 5 bbox=[206, 1541, 457, 1571]
directory-entry: — Heinr., Landschafts-Gärtner, Eppendorferbaum 40, H. 1, ✉ 20 bbox=[766, 1177, 968, 1206]
directory-entry: — Gustav, Maschinist, Kajen 37, ✉ 11 bbox=[486, 857, 702, 871]
directory-entry: — H., Hausmakler, BCto: C.- u. D.-B., Bst: zw. Pf. 22a u. 22b, Ia, 896, Glockengiesserwall 16, ✉ 36, Wohn: Freiligrathstr. 16, ✉ 23 bbox=[766, 447, 1026, 491]
directory-entry: Schroeder, H., Arbtr., Humboldtstr. 71/73, H. 1, ✉ 21 bbox=[766, 917, 1033, 947]
directory-entry: — Franz, Comptoirist, Grossmannstr. 7, ✉ 35 bbox=[206, 249, 465, 263]
page-reference: II—658 bbox=[200, 157, 286, 183]
directory-entry: — G. A., Krahnf., Ausschl. Billdeich 72, ✉ 27 bbox=[486, 1100, 740, 1114]
directory-entry: — H., Tapezier, Münzweg 12, ✉ 1 bbox=[766, 386, 958, 400]
directory-entry: — F. E., Reisender, Lippeltstr. 1, ✉ 1 bbox=[206, 1313, 414, 1327]
directory-entry: — G. A., Beamter, Lockstedterweg 1, ✉ 20 bbox=[486, 1085, 728, 1099]
directory-entry: — Friedr., Kopfschlachterei, Sternstr. 104, ✉ 6 bbox=[206, 538, 473, 552]
directory-entry: — Franz, in den Firmen Anth. Schröder & Co. u. Schröder & Sudeck, IV, 2312, Heimhuderstr. 58, ✉ 13 bbox=[206, 310, 470, 354]
directory-entry: — H., Kaufm., Hammerbrookstr. 17, ✉ 15 bbox=[766, 720, 1004, 734]
directory-entry: — Friedr., Arbtr., Olgastr. 15, ✉ 1 bbox=[206, 584, 398, 598]
directory-entry: Schroeder Wwe., Franz, Eilbeckerweg 82, ✉ 23 bbox=[206, 385, 469, 415]
directory-entry: — Wwe. H., Repsoldstr. 84, ✉ 1 bbox=[766, 1024, 947, 1038]
directory-entry: Schröder, H., Feuerwehrmann, Schanzenstrasse 41a, H. H. 10, ✉ 6 bbox=[766, 203, 1002, 233]
directory-entry: Schröder, Herm., Wagenführer, Eilbeckerweg 206, ✉ 23 bbox=[1046, 1221, 1245, 1251]
directory-entry: — Fritz, Arbtr., Billw. Neuedeich 5, ✉ 27 bbox=[206, 1131, 438, 1145]
directory-entry: Schroeder, Herm., Gebr. Schroeder, III, 1061, Hirschgraben 26, ✉ 23 bbox=[1046, 1176, 1295, 1206]
directory-entry: ⊙ Heinrich Schröder, IR, Kartoffeln en gros, BCto: Vereinsb. Abth. St. P., II, 1326, Schönstr. 11, ✉ 6, Wohn: Sternstr. 104, ✉ 6 bbox=[1046, 841, 1314, 902]
directory-entry: — Frau Helene, Hebamme, Lehmweg 50, ✉ 30 bbox=[1046, 1040, 1314, 1054]
column-2 bbox=[480, 203, 760, 2038]
directory-entry: — Heinr., Arbtr., Mozartstr. 11, Hths., ✉ 21 bbox=[1046, 523, 1294, 537]
directory-entry: Schroeder, Fritz, Fuhrwesen, Grädenerstr. 15, ✉ 19 bbox=[206, 963, 473, 993]
directory-entry: — H., Lindleystr. 91/93, ✉ 27 bbox=[486, 1465, 653, 1479]
directory-entry: — Heinr., Arbtr., Geibelstr. 24, H. 4, ✉ 21 bbox=[1046, 340, 1283, 354]
directory-entry: — H., Eduardstr. 16, H. 2, ✉ 19 bbox=[486, 1572, 666, 1586]
directory-entry: — Heinrich, Repsoldstr. 84, ✉ 1 bbox=[1046, 720, 1228, 734]
directory-entry: — H., Charlottenstr. 8, ✉ 19 bbox=[486, 1481, 647, 1495]
